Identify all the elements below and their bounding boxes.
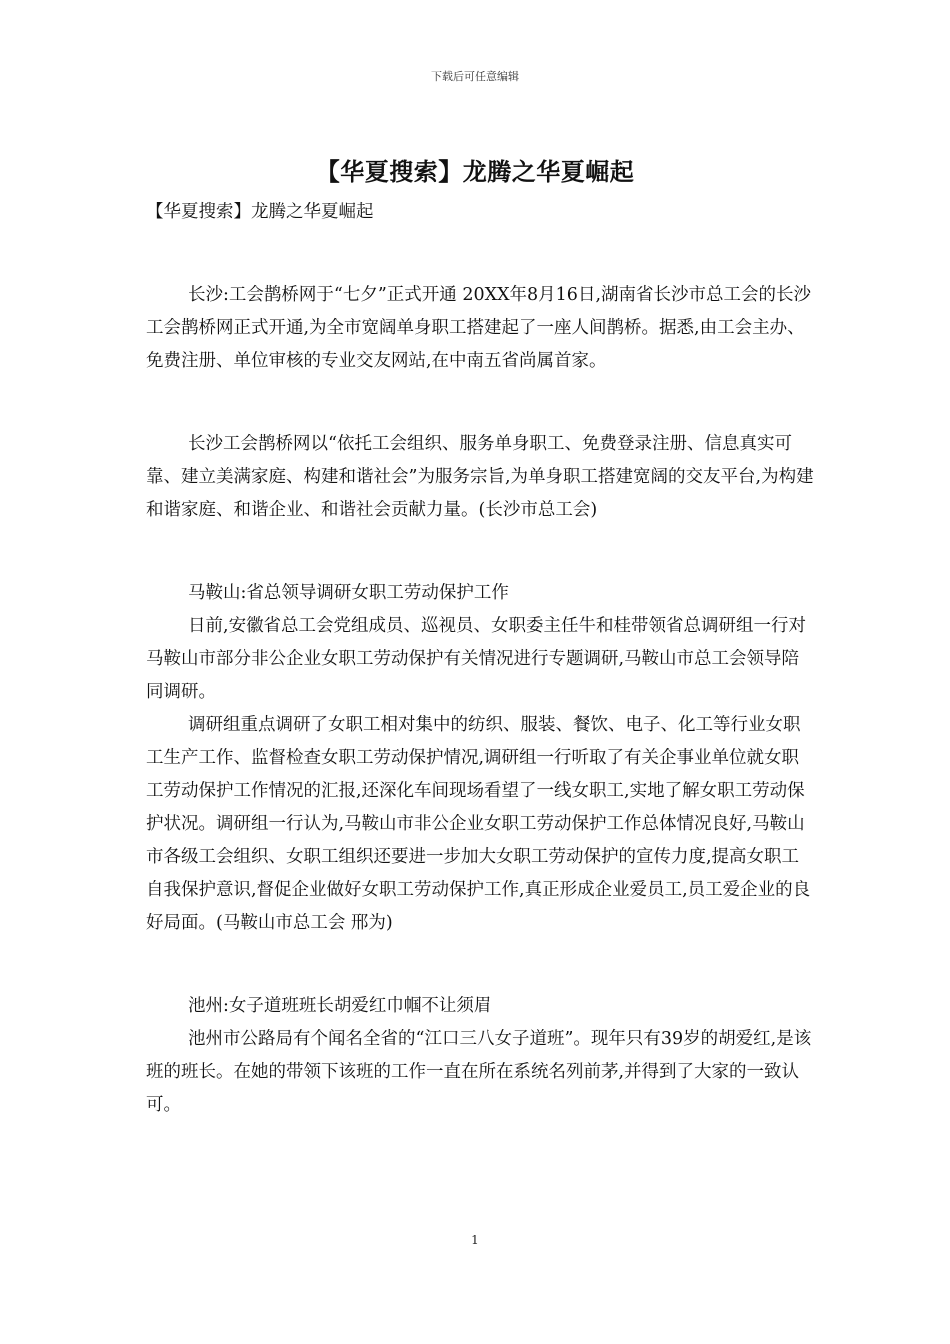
paragraph-changsha-1: 长沙:工会鹊桥网于“七夕”正式开通 20XX年8月16日,湖南省长沙市总工会的长沙工会鹊桥网正式开通,为全市宽阔单身职工搭建起了一座人间鹊桥。据悉,由工会主办、免费注册、单位审核的专业交友网站,在中南五省尚属首家。 — [146, 285, 811, 371]
paragraph-maanshan-1: 日前,安徽省总工会党组成员、巡视员、女职委主任牛和桂带领省总调研组一行对马鞍山市部分非公企业女职工劳动保护有关情况进行专题调研,马鞍山市总工会领导陪同调研。 — [146, 616, 807, 702]
document-body — [146, 196, 814, 1122]
document-subtitle: 【华夏搜索】龙腾之华夏崛起 — [146, 202, 374, 222]
section-heading-chizhou: 池州:女子道班班长胡爱红巾帼不让须眉 — [188, 996, 492, 1016]
section-heading-maanshan: 马鞍山:省总领导调研女职工劳动保护工作 — [188, 583, 509, 603]
page-number: 1 — [471, 1233, 479, 1247]
header-note: 下载后可任意编辑 — [431, 70, 519, 83]
paragraph-chizhou-1: 池州市公路局有个闻名全省的“江口三八女子道班”。现年只有39岁的胡爱红,是该班的班长。在她的带领下该班的工作一直在所在系统名列前茅,并得到了大家的一致认可。 — [146, 1029, 812, 1115]
document-title: 【华夏搜索】龙腾之华夏崛起 — [315, 158, 635, 186]
paragraph-maanshan-2: 调研组重点调研了女职工相对集中的纺织、服装、餐饮、电子、化工等行业女职工生产工作、监督检查女职工劳动保护情况,调研组一行听取了有关企事业单位就女职工劳动保护工作情况的汇报,还深化车间现场看望了一线女职工,实地了解女职工劳动保护状况。调研组一行认为,马鞍山市非公企业女职工劳动保护工作总体情况良好,马鞍山市各级工会组织、女职工组织还要进一步加大女职工劳动保护的宣传力度,提高女职工自我保护意识,督促企业做好女职工劳动保护工作,真正形成企业爱员工,员工爱企业的良好局面。(马鞍山市总工会 邢为) — [146, 715, 811, 933]
paragraph-changsha-2: 长沙工会鹊桥网以“依托工会组织、服务单身职工、免费登录注册、信息真实可靠、建立美满家庭、构建和谐社会”为服务宗旨,为单身职工搭建宽阔的交友平台,为构建和谐家庭、和谐企业、和谐社会贡献力量。(长沙市总工会) — [146, 434, 814, 520]
